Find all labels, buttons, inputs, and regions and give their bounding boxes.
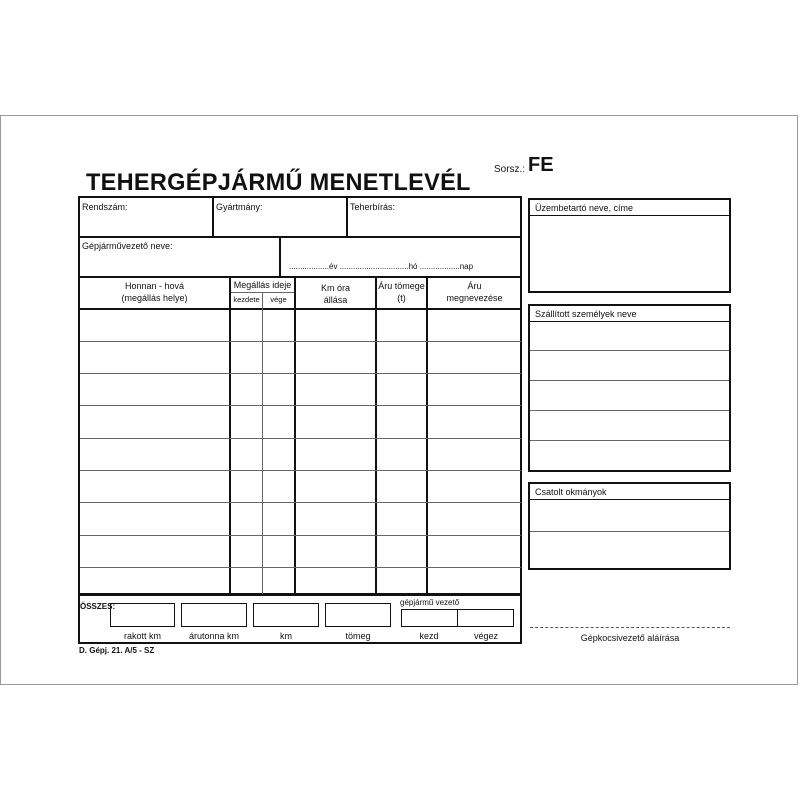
table-row[interactable] [80,502,521,503]
table-row[interactable] [80,567,521,568]
capacity-field[interactable]: Teherbírás: [350,202,396,212]
weight-input[interactable] [325,603,391,627]
list-item[interactable] [530,531,729,532]
list-item[interactable] [530,380,729,381]
plate-field[interactable]: Rendszám: [82,202,128,212]
ton-km-input[interactable] [181,603,247,627]
serial-label: Sorsz.: [494,164,526,175]
weight-label: tömeg [345,631,371,641]
list-item[interactable] [530,410,729,411]
trip-table [78,276,522,595]
divider [530,215,729,216]
subheader-divider [231,292,294,293]
totals-label: ÖSSZES: [80,602,116,611]
column-divider [262,292,263,595]
divider [530,321,729,322]
attachments-label: Csatolt okmányok [535,487,607,497]
passengers-label: Szállított személyek neve [535,309,637,319]
column-divider [426,276,428,595]
signature-line[interactable] [530,627,730,628]
vehicle-driver-label: gépjármű vezető [400,598,460,607]
header-goods [428,280,521,304]
operator-label: Üzembetartó neve, címe [535,203,634,213]
start-label: kezd [419,631,439,641]
divider [279,236,281,277]
serial-prefix: FE [528,154,554,176]
table-row[interactable] [80,535,521,536]
header-from-to [80,280,229,304]
header-weight-sub: (t) [397,293,406,303]
signature-label: Gépkocsivezető aláírása [580,633,680,643]
header-weight [377,280,426,304]
column-divider [229,276,231,595]
header-km [296,282,375,306]
form-code: D. Gépj. 21. A/5 - SZ [79,646,155,655]
driver-field[interactable]: Gépjárművezető neve: [82,241,173,251]
km-input[interactable] [253,603,319,627]
end-label: végez [473,631,499,641]
divider [346,196,348,237]
table-row[interactable] [80,438,521,439]
header-goods-label: Áru [467,281,482,291]
ton-km-label: árutonna km [188,631,240,641]
divider [530,499,729,500]
header-km-sub: állása [323,295,348,305]
manufacturer-field[interactable]: Gyártmány: [216,202,263,212]
divider [78,236,522,238]
list-item[interactable] [530,440,729,441]
header-from-to-sub: (megállás helye) [121,293,188,303]
table-row[interactable] [80,405,521,406]
header-start: kezdete [233,295,260,304]
column-divider [294,276,296,595]
table-row[interactable] [80,341,521,342]
header-goods-sub: megnevezése [446,293,503,303]
header-stop-time: Megállás ideje [233,280,292,290]
column-divider [375,276,377,595]
header-km-label: Km óra [320,283,350,293]
km-label: km [280,631,292,641]
divider [457,609,458,627]
passengers-box [528,304,731,472]
header-weight-label: Áru tömege [378,281,425,291]
loaded-km-label: rakott km [123,631,161,641]
table-header-divider [78,308,522,310]
form-title: TEHERGÉPJÁRMŰ MENETLEVÉL [86,169,471,196]
list-item[interactable] [530,350,729,351]
loaded-km-input[interactable] [110,603,175,627]
date-field[interactable]: ..................év ...............................hó ..................nap [289,262,474,271]
table-row[interactable] [80,470,521,471]
header-from-to-label: Honnan - hová [124,281,185,291]
table-row[interactable] [80,373,521,374]
header-end: vége [270,295,287,304]
divider [212,196,214,237]
